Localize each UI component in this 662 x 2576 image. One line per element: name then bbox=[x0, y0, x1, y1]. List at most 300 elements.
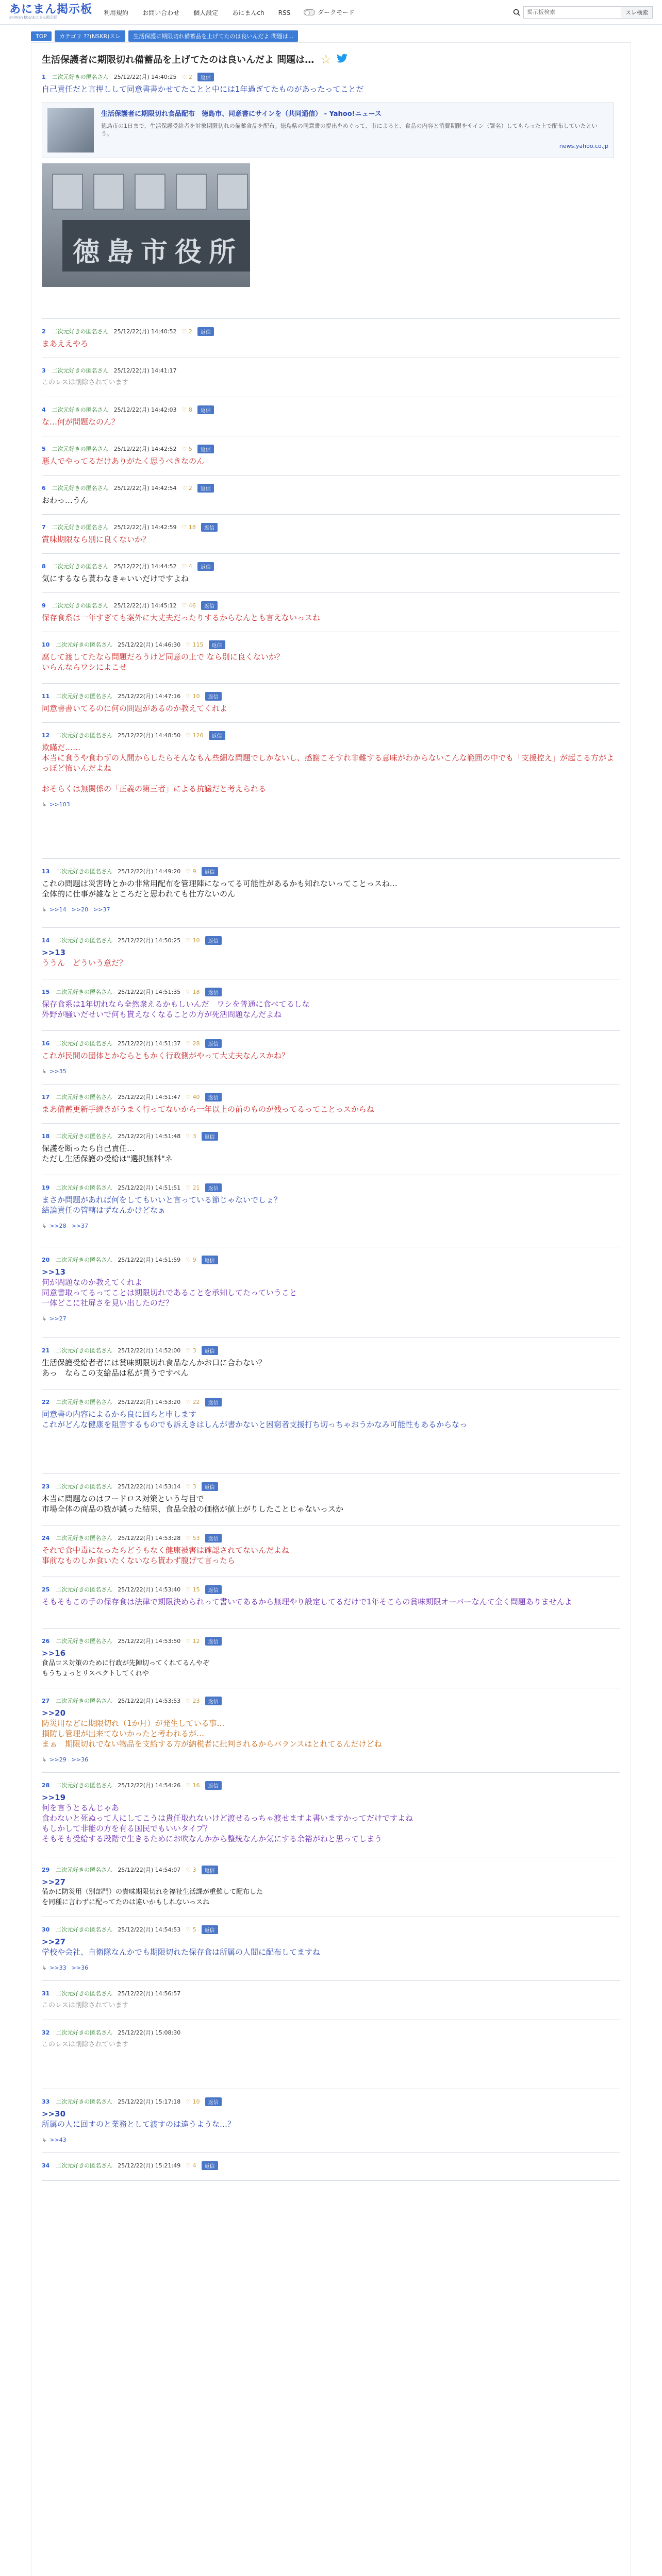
reply-button[interactable]: 返信 bbox=[202, 1132, 218, 1141]
reply-arrow-icon: ↳ bbox=[42, 1756, 47, 1763]
reply-anchor-link[interactable]: >>30 bbox=[42, 2109, 66, 2119]
backlink[interactable]: >>33 bbox=[49, 1964, 67, 1971]
heart-icon: ♡ bbox=[186, 1866, 193, 1873]
backlink[interactable]: >>37 bbox=[71, 1223, 89, 1229]
post-number[interactable]: 32 bbox=[42, 2029, 50, 2036]
good-button[interactable] bbox=[182, 406, 192, 413]
reply-anchor-link[interactable]: >>13 bbox=[42, 948, 66, 957]
post-body bbox=[42, 1492, 620, 1518]
good-button[interactable] bbox=[186, 1347, 196, 1354]
backlinks bbox=[42, 1068, 620, 1075]
post-line: ただし生活保護の受給は"選択無料"ネ bbox=[42, 1154, 173, 1163]
post bbox=[42, 444, 620, 476]
backlink[interactable]: >>43 bbox=[49, 2137, 67, 2143]
heart-icon: ♡ bbox=[186, 2162, 193, 2169]
post bbox=[42, 404, 620, 436]
post bbox=[42, 1696, 620, 1773]
post-line: 保存食系は1年切れなら全然衆えるかもしいんだ ワシを普通に食べてるしな bbox=[42, 999, 310, 1009]
post-header bbox=[42, 1092, 620, 1102]
good-button[interactable] bbox=[186, 1698, 200, 1704]
photo-window bbox=[176, 174, 207, 210]
good-button[interactable] bbox=[186, 1535, 200, 1541]
post-line: 食わないと死ぬって人にしてこうは貴任取れないけど渡せるっちゃ渡せますよ書いますかってだけですよね bbox=[42, 1814, 413, 1823]
backlink[interactable]: >>37 bbox=[93, 906, 110, 913]
post bbox=[42, 1988, 620, 2020]
good-count: 40 bbox=[192, 1093, 200, 1100]
reply-button[interactable]: 返信 bbox=[197, 562, 214, 571]
nav-terms[interactable]: 利用規約 bbox=[104, 9, 129, 16]
reply-button[interactable]: 返信 bbox=[202, 1866, 218, 1874]
post-header bbox=[42, 1345, 620, 1355]
good-count: 10 bbox=[192, 2098, 200, 2105]
post-body bbox=[42, 997, 620, 1024]
good-button[interactable] bbox=[182, 524, 196, 531]
good-button[interactable] bbox=[182, 485, 192, 492]
breadcrumb-thread[interactable]: 生活保護に期限切れ備蓄品を上げてたのは良いんだよ 問題は... bbox=[128, 30, 298, 42]
post-number[interactable]: 5 bbox=[42, 445, 46, 452]
post-line: 全体的に仕事が雑なところだと思われても仕方ないのん bbox=[42, 889, 236, 899]
post bbox=[42, 1092, 620, 1124]
post-line: そもそもこの手の保存食は法律で期限決められって書いてあるから無理やり設定してるだけで1年そこらの賞味期限オーバーなんて全く問題ありませんよ bbox=[42, 1597, 572, 1606]
reply-button[interactable]: 返信 bbox=[201, 601, 218, 610]
reply-button[interactable]: 返信 bbox=[205, 1637, 222, 1646]
good-button[interactable] bbox=[186, 937, 200, 944]
post-line: 何を言うとるんじゃあ bbox=[42, 1803, 120, 1812]
reply-arrow-icon: ↳ bbox=[42, 1315, 47, 1322]
news-thumbnail bbox=[47, 108, 94, 152]
good-count: 16 bbox=[192, 1782, 200, 1789]
good-count: 23 bbox=[192, 1697, 200, 1704]
post-line: 保護を断ったら自己責任… bbox=[42, 1144, 135, 1153]
good-button[interactable] bbox=[186, 1399, 200, 1405]
good-count: 9 bbox=[192, 868, 196, 875]
good-button[interactable] bbox=[186, 641, 203, 648]
post-line: おそらくは無関係の「正義の第三者」による抗議だと考えられる bbox=[42, 784, 267, 793]
reply-button[interactable]: 返信 bbox=[209, 731, 225, 740]
good-button[interactable] bbox=[182, 328, 192, 335]
reply-anchor-link[interactable]: >>19 bbox=[42, 1793, 66, 1802]
post-number[interactable]: 21 bbox=[42, 1347, 50, 1354]
post-line: 食品ロス対策のために行政が先陣切ってくれてるんやぞ bbox=[42, 1659, 210, 1667]
reply-button[interactable]: 返信 bbox=[205, 1697, 222, 1705]
reply-button[interactable]: 返信 bbox=[205, 1183, 222, 1192]
good-count: 21 bbox=[192, 1184, 200, 1191]
post-line: 悪人でやってるだけありがたく思うべきなのん bbox=[42, 456, 205, 466]
post bbox=[42, 1397, 620, 1474]
post-line: まあええやろ bbox=[42, 339, 89, 348]
good-button[interactable] bbox=[186, 732, 203, 739]
post-author: 二次元好きの匿名さん bbox=[52, 406, 109, 413]
reply-button[interactable]: 返信 bbox=[197, 445, 214, 453]
reply-button[interactable]: 返信 bbox=[197, 405, 214, 414]
post bbox=[42, 730, 620, 859]
good-button[interactable] bbox=[186, 1586, 200, 1593]
post-date: 25/12/22(月) 14:40:25 bbox=[113, 74, 177, 80]
good-count: 46 bbox=[188, 602, 196, 609]
nav-contact[interactable]: お問い合わせ bbox=[142, 9, 180, 16]
post-author: 二次元好きの匿名さん bbox=[56, 1184, 113, 1191]
post-number[interactable]: 25 bbox=[42, 1586, 50, 1593]
news-card-text bbox=[101, 108, 608, 152]
post-header bbox=[42, 1584, 620, 1595]
good-button[interactable] bbox=[182, 446, 192, 452]
heart-icon: ♡ bbox=[186, 1926, 193, 1933]
post-number[interactable]: 14 bbox=[42, 937, 50, 944]
reply-button[interactable]: 返信 bbox=[205, 1093, 222, 1101]
post bbox=[42, 987, 620, 1031]
post-date: 25/12/22(月) 14:54:07 bbox=[118, 1867, 181, 1873]
post bbox=[42, 600, 620, 632]
good-button[interactable] bbox=[186, 868, 196, 875]
logo-title: あにまん掲示板 bbox=[9, 3, 93, 16]
heart-icon: ♡ bbox=[186, 988, 193, 995]
backlink[interactable]: >>14 bbox=[49, 906, 67, 913]
post-number[interactable]: 3 bbox=[42, 367, 46, 374]
post-header bbox=[42, 1865, 620, 1875]
good-button[interactable] bbox=[186, 2162, 196, 2169]
reply-button[interactable]: 返信 bbox=[201, 523, 218, 532]
post bbox=[42, 326, 620, 358]
post-body bbox=[42, 532, 620, 549]
post-header bbox=[42, 1696, 620, 1706]
post-header bbox=[42, 1924, 620, 1935]
heart-icon: ♡ bbox=[181, 445, 189, 452]
post-line: 同意書取ってるってことは期限切れであることを承知してたっていうこと bbox=[42, 1288, 297, 1297]
post bbox=[42, 1533, 620, 1577]
reply-button[interactable]: 返信 bbox=[202, 1482, 218, 1491]
post-number[interactable]: 34 bbox=[42, 2162, 50, 2169]
post-body bbox=[42, 701, 620, 718]
post-body bbox=[42, 1048, 620, 1065]
post-author: 二次元好きの匿名さん bbox=[56, 937, 113, 944]
post-author: 二次元好きの匿名さん bbox=[52, 328, 109, 335]
backlinks bbox=[42, 1964, 620, 1971]
post-date: 25/12/22(月) 14:53:14 bbox=[118, 1483, 181, 1490]
breadcrumb-category[interactable]: カテゴリ ??(NSKR)スレ bbox=[55, 30, 125, 42]
post-header bbox=[42, 326, 620, 336]
heart-icon: ♡ bbox=[186, 1184, 193, 1191]
photo-sign-text: 徳島市役所 bbox=[73, 236, 243, 268]
post-author: 二次元好きの匿名さん bbox=[56, 989, 113, 995]
post-header bbox=[42, 1481, 620, 1492]
good-button[interactable] bbox=[186, 1638, 200, 1645]
good-count: 3 bbox=[192, 1347, 196, 1354]
post-header bbox=[42, 1780, 620, 1790]
backlink[interactable]: >>103 bbox=[49, 801, 70, 808]
post-line: もうちょっとリスペクトしてくれや bbox=[42, 1670, 149, 1677]
post-number[interactable]: 10 bbox=[42, 641, 50, 648]
backlink[interactable]: >>36 bbox=[71, 1756, 89, 1763]
good-button[interactable] bbox=[186, 1094, 200, 1100]
top-bar bbox=[0, 0, 662, 25]
post-number[interactable]: 12 bbox=[42, 732, 50, 739]
post-body bbox=[42, 650, 620, 676]
good-button[interactable] bbox=[186, 1184, 200, 1191]
site-logo[interactable] bbox=[9, 4, 92, 20]
post-line: まぁ 期限切れでない物品を支給する方が納税者に批判されるからバランスはとれてるんだけどね bbox=[42, 1739, 382, 1749]
post-number[interactable]: 13 bbox=[42, 868, 50, 875]
post-number[interactable]: 6 bbox=[42, 484, 46, 492]
nav-settings[interactable]: 個人設定 bbox=[193, 9, 219, 16]
post bbox=[42, 1481, 620, 1526]
post-number[interactable]: 7 bbox=[42, 523, 46, 531]
good-button[interactable] bbox=[182, 563, 192, 570]
post-line: 備かに防災用（別部門）の貴味期限切れを福祉生活課が重難して配布した bbox=[42, 1888, 263, 1896]
reply-button[interactable]: 返信 bbox=[205, 988, 222, 996]
reply-button[interactable]: 返信 bbox=[205, 1585, 222, 1594]
reply-button[interactable]: 返信 bbox=[202, 2161, 218, 2170]
post-number[interactable]: 20 bbox=[42, 1256, 50, 1263]
post-author: 二次元好きの匿名さん bbox=[56, 1926, 113, 1933]
heart-icon: ♡ bbox=[186, 937, 193, 944]
post-body bbox=[42, 571, 620, 588]
post-number[interactable]: 16 bbox=[42, 1040, 50, 1047]
reply-button[interactable]: 返信 bbox=[205, 2097, 222, 2106]
post-date: 25/12/22(月) 14:51:51 bbox=[118, 1184, 181, 1191]
post bbox=[42, 1255, 620, 1338]
reply-button[interactable]: 返信 bbox=[197, 484, 214, 493]
post-body bbox=[42, 1706, 620, 1753]
reply-button[interactable]: 返信 bbox=[202, 867, 218, 876]
heart-icon: ♡ bbox=[186, 1586, 193, 1593]
good-button[interactable] bbox=[186, 1040, 200, 1047]
reply-anchor-link[interactable]: >>20 bbox=[42, 1708, 66, 1718]
post-author: 二次元好きの匿名さん bbox=[56, 693, 113, 700]
nav-rss[interactable]: RSS bbox=[278, 9, 291, 16]
post-body bbox=[42, 1646, 620, 1683]
post-body bbox=[42, 1141, 620, 1168]
post-date: 25/12/22(月) 14:41:17 bbox=[113, 367, 177, 374]
post bbox=[42, 2160, 620, 2181]
twitter-bird-icon[interactable] bbox=[337, 54, 348, 65]
post-author: 二次元好きの匿名さん bbox=[52, 367, 109, 374]
good-count: 18 bbox=[188, 523, 196, 531]
good-count: 10 bbox=[192, 937, 200, 944]
post-number[interactable]: 11 bbox=[42, 692, 50, 700]
post-number[interactable]: 22 bbox=[42, 1398, 50, 1405]
post-header bbox=[42, 1255, 620, 1265]
search-box bbox=[510, 6, 653, 19]
reply-button[interactable]: 返信 bbox=[205, 1039, 222, 1048]
good-button[interactable] bbox=[182, 74, 192, 80]
backlink[interactable]: >>29 bbox=[49, 1756, 67, 1763]
good-count: 2 bbox=[188, 328, 192, 335]
backlink[interactable]: >>20 bbox=[71, 906, 89, 913]
reply-button[interactable]: 返信 bbox=[197, 73, 214, 81]
post-line: もしかして非能の方を有る国民でもいいタイプ？ bbox=[42, 1824, 212, 1833]
search-button[interactable]: スレ検索 bbox=[621, 6, 653, 19]
post-number[interactable]: 19 bbox=[42, 1184, 50, 1191]
post-author: 二次元好きの匿名さん bbox=[56, 1347, 113, 1354]
search-input[interactable] bbox=[523, 6, 621, 19]
post-date: 25/12/22(月) 14:46:30 bbox=[118, 641, 181, 648]
post-header bbox=[42, 404, 620, 415]
good-count: 9 bbox=[192, 1256, 196, 1263]
reply-button[interactable]: 返信 bbox=[205, 692, 222, 701]
backlink[interactable]: >>28 bbox=[49, 1223, 67, 1229]
post-number[interactable]: 17 bbox=[42, 1093, 50, 1100]
post bbox=[42, 561, 620, 593]
post-date: 25/12/22(月) 14:40:52 bbox=[113, 328, 177, 335]
post-line: このレスは削除されています bbox=[42, 2002, 129, 2009]
post bbox=[42, 2096, 620, 2153]
good-button[interactable] bbox=[186, 989, 200, 995]
backlinks bbox=[42, 1223, 620, 1229]
post-line: 同意書書いてるのに何の問題があるのか教えてくれよ bbox=[42, 704, 228, 713]
post-date: 25/12/22(月) 14:53:50 bbox=[118, 1638, 181, 1645]
backlink[interactable]: >>35 bbox=[49, 1068, 67, 1075]
post-author: 二次元好きの匿名さん bbox=[52, 485, 109, 492]
post-body bbox=[42, 1407, 620, 1434]
reply-button[interactable]: 返信 bbox=[205, 1781, 222, 1790]
reply-button[interactable]: 返信 bbox=[205, 936, 222, 945]
thread-container bbox=[31, 42, 631, 2576]
good-count: 8 bbox=[188, 406, 192, 413]
post-date: 25/12/22(月) 14:51:37 bbox=[118, 1040, 181, 1047]
post-number[interactable]: 33 bbox=[42, 2098, 50, 2105]
post-number[interactable]: 28 bbox=[42, 1782, 50, 1789]
good-button[interactable] bbox=[186, 1257, 196, 1263]
post-line: 欺瞞だ…… bbox=[42, 743, 81, 752]
post-header bbox=[42, 2027, 620, 2038]
city-hall-photo[interactable] bbox=[42, 163, 250, 287]
post-body bbox=[42, 336, 620, 353]
post-number[interactable]: 8 bbox=[42, 563, 46, 570]
post-number[interactable]: 2 bbox=[42, 328, 46, 335]
backlink[interactable]: >>36 bbox=[71, 1964, 89, 1971]
post-body bbox=[42, 2171, 620, 2177]
reply-button[interactable]: 返信 bbox=[205, 1534, 222, 1543]
post-header bbox=[42, 730, 620, 740]
post bbox=[42, 1865, 620, 1917]
post bbox=[42, 1636, 620, 1688]
post-number[interactable]: 24 bbox=[42, 1534, 50, 1541]
dark-mode-toggle[interactable] bbox=[304, 8, 355, 16]
good-button[interactable] bbox=[186, 2098, 200, 2105]
good-count: 4 bbox=[188, 563, 192, 570]
reply-anchor-link[interactable]: >>27 bbox=[42, 1877, 66, 1887]
post-author: 二次元好きの匿名さん bbox=[52, 602, 109, 609]
post-header bbox=[42, 1131, 620, 1141]
heart-icon: ♡ bbox=[186, 1697, 193, 1704]
post-number[interactable]: 27 bbox=[42, 1697, 50, 1704]
post-number[interactable]: 30 bbox=[42, 1926, 50, 1933]
good-count: 3 bbox=[192, 1132, 196, 1140]
post-number[interactable]: 18 bbox=[42, 1132, 50, 1140]
post-body bbox=[42, 1102, 620, 1118]
post-body bbox=[42, 82, 620, 98]
post-line: 賞味期限なら別に良くないか？ bbox=[42, 535, 151, 544]
post-line: 学校や会社、自衛隊なんかでも期限切れた保存食は所属の人間に配布してますね bbox=[42, 1947, 321, 1957]
heart-icon: ♡ bbox=[186, 692, 193, 700]
post-line: 保存食系は一年すぎても案外に大丈夫だったりするからなんとも言えないっスね bbox=[42, 613, 321, 622]
good-count: 3 bbox=[192, 1866, 196, 1873]
post-date: 25/12/22(月) 14:42:59 bbox=[113, 524, 177, 531]
heart-icon: ♡ bbox=[181, 523, 189, 531]
good-button[interactable] bbox=[186, 693, 200, 700]
good-button[interactable] bbox=[186, 1133, 196, 1140]
post-date: 25/12/22(月) 14:51:35 bbox=[118, 989, 181, 995]
reply-anchor-link[interactable]: >>16 bbox=[42, 1649, 66, 1658]
reply-button[interactable]: 返信 bbox=[197, 327, 214, 336]
good-count: 2 bbox=[188, 484, 192, 492]
breadcrumb bbox=[0, 25, 662, 42]
post-author: 二次元好きの匿名さん bbox=[56, 1586, 113, 1593]
post-number[interactable]: 9 bbox=[42, 602, 46, 609]
post-header bbox=[42, 1533, 620, 1543]
post-date: 25/12/22(月) 14:54:26 bbox=[118, 1782, 181, 1789]
heart-icon: ♡ bbox=[186, 1534, 193, 1541]
good-count: 5 bbox=[188, 445, 192, 452]
heart-icon: ♡ bbox=[186, 2098, 193, 2105]
star-icon[interactable]: ☆ bbox=[320, 52, 332, 66]
post bbox=[42, 1131, 620, 1175]
post-author: 二次元好きの匿名さん bbox=[52, 524, 109, 531]
reply-button[interactable]: 返信 bbox=[202, 1925, 218, 1934]
post-number[interactable]: 1 bbox=[42, 73, 46, 80]
backlink[interactable]: >>27 bbox=[49, 1315, 67, 1322]
reply-button[interactable]: 返信 bbox=[202, 1346, 218, 1355]
post-number[interactable]: 15 bbox=[42, 988, 50, 995]
post-date: 25/12/22(月) 14:45:12 bbox=[113, 602, 177, 609]
post-number[interactable]: 4 bbox=[42, 406, 46, 413]
reply-anchor-link[interactable]: >>27 bbox=[42, 1937, 66, 1946]
good-button[interactable] bbox=[186, 1483, 196, 1490]
heart-icon: ♡ bbox=[181, 602, 189, 609]
post-header bbox=[42, 365, 620, 376]
reply-button[interactable]: 返信 bbox=[202, 1256, 218, 1264]
top-nav bbox=[104, 7, 302, 17]
post-body bbox=[42, 740, 620, 798]
good-count: 3 bbox=[192, 1483, 196, 1490]
post bbox=[42, 1924, 620, 1981]
reply-button[interactable]: 返信 bbox=[209, 640, 225, 649]
post-author: 二次元好きの匿名さん bbox=[56, 1990, 113, 1997]
reply-arrow-icon: ↳ bbox=[42, 2137, 47, 2143]
nav-animanch[interactable]: あにまんch bbox=[232, 9, 264, 16]
heart-icon: ♡ bbox=[181, 406, 189, 413]
breadcrumb-top[interactable]: TOP bbox=[31, 31, 52, 41]
heart-icon: ♡ bbox=[181, 563, 189, 570]
post bbox=[42, 365, 620, 397]
reply-button[interactable]: 返信 bbox=[205, 1398, 222, 1406]
post-date: 25/12/22(月) 14:53:28 bbox=[118, 1535, 181, 1541]
reply-anchor-link[interactable]: >>13 bbox=[42, 1267, 66, 1277]
post-number[interactable]: 29 bbox=[42, 1866, 50, 1873]
post-author: 二次元好きの匿名さん bbox=[56, 732, 113, 739]
news-link-card[interactable] bbox=[42, 103, 614, 158]
heart-icon: ♡ bbox=[186, 1398, 193, 1405]
post-body bbox=[42, 876, 620, 903]
post-body bbox=[42, 611, 620, 627]
good-button[interactable] bbox=[186, 1867, 196, 1873]
post-line: あっ ならこの支給品は私が貰うですぺん bbox=[42, 1368, 189, 1378]
post bbox=[42, 1584, 620, 1629]
logo-subtitle: animan bbs/あにまん掲示板 bbox=[9, 15, 57, 20]
post-number[interactable]: 26 bbox=[42, 1637, 50, 1645]
post-number[interactable]: 23 bbox=[42, 1483, 50, 1490]
search-icon[interactable] bbox=[510, 6, 523, 19]
post-date: 25/12/22(月) 14:53:53 bbox=[118, 1698, 181, 1704]
post-author: 二次元好きの匿名さん bbox=[52, 563, 109, 570]
good-button[interactable] bbox=[186, 1782, 200, 1789]
post-line: 所属の人に回すのと業務として渡すのは違うような…？ bbox=[42, 2120, 236, 2129]
post-header bbox=[42, 2160, 620, 2171]
post-number[interactable]: 31 bbox=[42, 1990, 50, 1997]
post-header bbox=[42, 561, 620, 571]
good-button[interactable] bbox=[186, 1926, 196, 1933]
good-button[interactable] bbox=[182, 602, 196, 609]
